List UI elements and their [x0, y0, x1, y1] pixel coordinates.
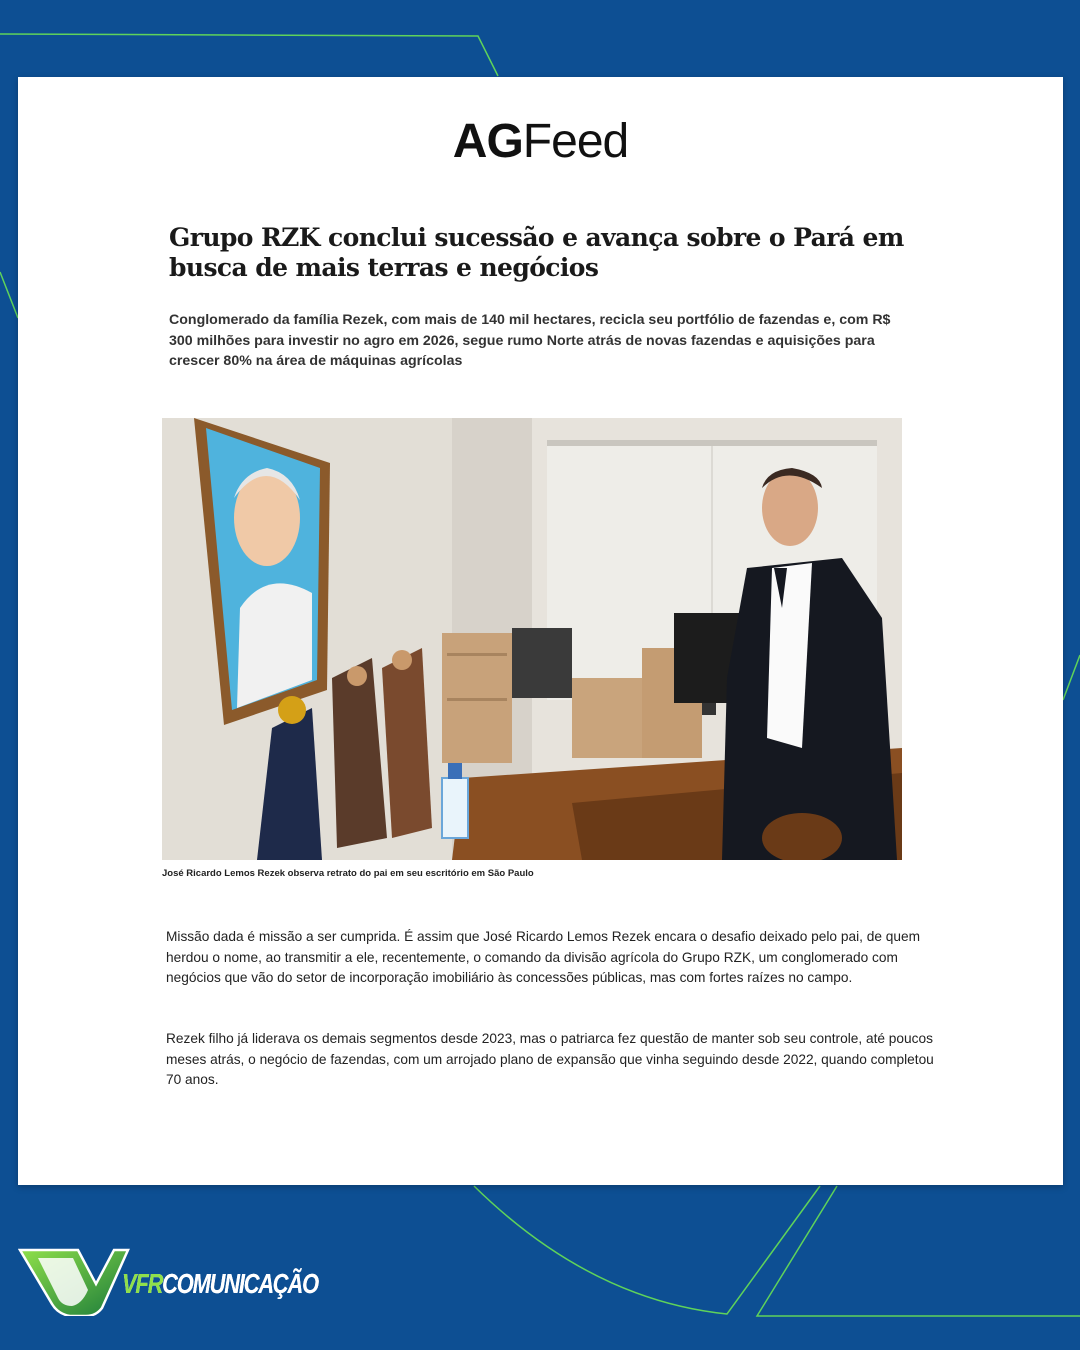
decor-line-right	[1063, 655, 1080, 700]
vfr-brand-text	[122, 1268, 318, 1300]
decor-line-top	[0, 34, 498, 76]
vfr-v-icon	[18, 1246, 130, 1316]
article-card	[18, 77, 1063, 1185]
logo-feed: Feed	[522, 115, 629, 168]
article-subtitle: Conglomerado da família Rezek, com mais de 140 mil hectares, recicla seu portfólio de fazendas e, com R$ 300 milhões para investir no agro em 2026, segue rumo Norte atrás de novas fazendas e aquisições para crescer 80% na área de máquinas agrícolas	[169, 312, 891, 369]
agfeed-logo[interactable]	[18, 115, 1063, 169]
office-photo-illustration	[162, 418, 902, 860]
decor-line-left	[0, 272, 18, 318]
article-paragraph-1: Missão dada é missão a ser cumprida. É assim que José Ricardo Lemos Rezek encara o desafio deixado pelo pai, de quem herdou o nome, ao transmitir a ele, recentemente, o comando da divisão agrícola do Grupo RZK, um conglomerado com negócios que vão do setor de incorporação imobiliário às concessões públicas, mas com fortes raízes no campo.	[166, 929, 920, 985]
logo-ag: AG	[452, 115, 523, 168]
decor-arc-bottom	[474, 1186, 820, 1314]
article-paragraph-2: Rezek filho já liderava os demais segmentos desde 2023, mas o patriarca fez questão de manter sob seu controle, até poucos meses atrás, o negócio de fazendas, com um arrojado plano de expansão que vinha seguindo desde 2022, quando completou 70 anos.	[166, 1031, 934, 1087]
brand-comunicacao: COMUNICAÇÃO	[162, 1268, 318, 1299]
article-photo	[162, 418, 902, 860]
vfr-brand-logo[interactable]	[18, 1246, 318, 1316]
photo-caption: José Ricardo Lemos Rezek observa retrato do pai em seu escritório em São Paulo	[162, 868, 534, 879]
brand-vfr: VFR	[122, 1268, 163, 1299]
article-headline: Grupo RZK conclui sucessão e avança sobre o Pará em busca de mais terras e negócios	[169, 223, 904, 282]
